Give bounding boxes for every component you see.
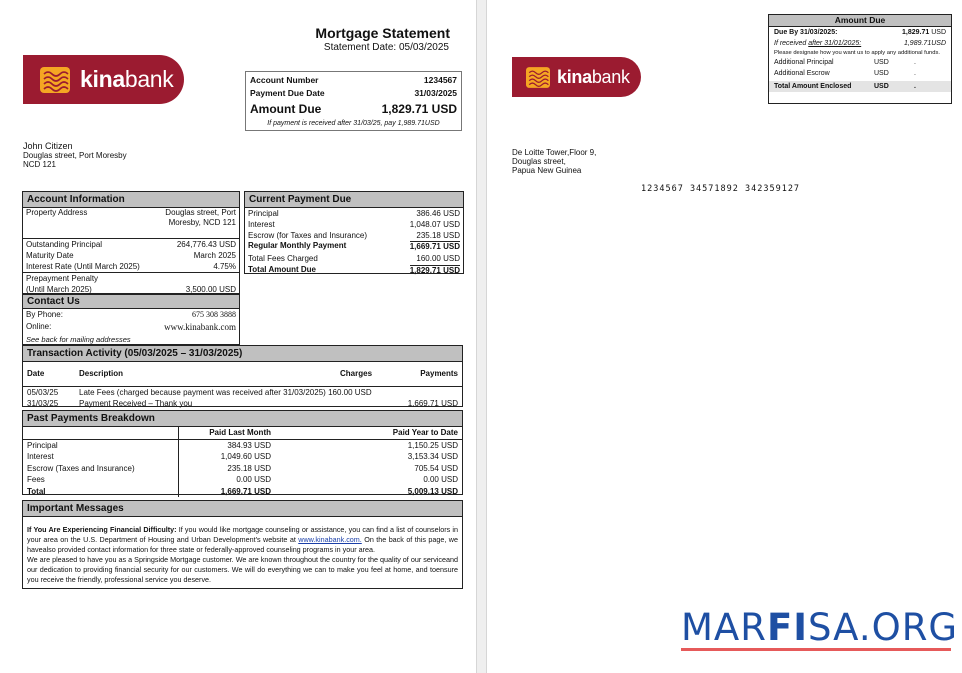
account-information-section <box>22 191 240 294</box>
account-information-header: Account Information <box>23 192 239 208</box>
transaction-activity-header: Transaction Activity (05/03/2025 – 31/03/2025) <box>23 346 462 362</box>
amount-due: 1,829.71 USD <box>381 102 457 116</box>
prepayment-penalty-label: Prepayment Penalty <box>26 274 99 283</box>
coupon-late-row: If received after 31/01/2025: 1,989.71USD <box>774 40 946 47</box>
kina-wave-icon <box>40 67 70 93</box>
coupon-designate-note: Please designate how you want us to apply any additional funds. <box>774 50 940 56</box>
total-due-row: Total Amount Due 1,829.71 USD <box>248 265 460 275</box>
additional-principal-row[interactable]: Additional Principal USD . <box>774 59 916 66</box>
welcome-paragraph: We are pleased to have you as a Springside Mortgage customer. We are known throughout the country for the quality of our serviceand our dedication to providing financial security for our customers. We will do everything we can to make you feel at home, and toensure you receive the friendly, professional service you deserve. <box>27 555 458 584</box>
account-number-label: Account Number <box>250 75 319 85</box>
difficulty-lead: If You Are Experiencing Financial Difficulty: <box>27 525 177 534</box>
regular-payment-row: Regular Monthly Payment 1,669.71 USD <box>248 241 460 251</box>
kinabank-logo-remit <box>512 57 641 97</box>
customer-address-line1: Douglas street, Port Moresby <box>23 151 127 160</box>
contact-us-header: Contact Us <box>23 294 239 309</box>
transaction-activity-section <box>22 345 463 407</box>
current-payment-section <box>244 191 464 274</box>
marfisa-watermark: MARFISA.ORG <box>681 606 959 649</box>
property-address-label: Property Address <box>26 208 88 217</box>
important-messages-header: Important Messages <box>23 501 462 517</box>
contact-us-section: Contact Us By Phone: 675 308 3888 Online: www.kinabank.com See back for mailing addresses <box>22 294 240 345</box>
past-payment-total-row: Total 1,669.71 USD 5,009.13 USD <box>23 486 462 498</box>
additional-escrow-row[interactable]: Additional Escrow USD . <box>774 70 916 77</box>
kinabank-link[interactable]: www.kinabank.com. <box>298 535 362 544</box>
website-link[interactable]: www.kinabank.com <box>164 322 236 332</box>
account-info-row: Interest Rate (Until March 2025) 4.75% <box>26 262 236 271</box>
account-number: 1234567 <box>423 75 457 85</box>
current-payment-header: Current Payment Due <box>245 192 463 208</box>
customer-address <box>23 142 127 169</box>
micr-line: 1234567 34571892 342359127 <box>641 184 801 194</box>
payment-row: Escrow (for Taxes and Insurance) 235.18 USD <box>248 231 460 240</box>
late-payment-note: If payment is received after 31/03/25, pay 1,989.71USD <box>267 120 440 127</box>
transaction-row: 31/03/25 Payment Received – Thank you 1,669.71 USD <box>27 399 458 408</box>
phone-number: 675 308 3888 <box>192 310 236 319</box>
due-date: 31/03/2025 <box>414 88 457 98</box>
page-divider <box>476 0 487 673</box>
transaction-table <box>23 362 462 410</box>
past-payments-section <box>22 410 463 495</box>
remit-line3: Papua New Guinea <box>512 166 582 175</box>
logo-wordmark: kinabank <box>557 66 630 87</box>
past-payments-header: Past Payments Breakdown <box>23 411 462 427</box>
mailing-note: See back for mailing addresses <box>26 335 131 344</box>
remit-line1: De Loitte Tower,Floor 9, <box>512 148 597 157</box>
customer-address-line2: NCD 121 <box>23 160 56 169</box>
property-address-line1: Douglas street, Port <box>165 208 236 217</box>
kina-wave-icon <box>526 67 550 88</box>
account-info-row: Outstanding Principal 264,776.43 USD <box>26 240 236 249</box>
prepayment-penalty-row: (Until March 2025) 3,500.00 USD <box>26 285 236 294</box>
logo-wordmark: kinabank <box>80 66 174 92</box>
account-summary-box <box>245 71 462 131</box>
contact-phone-row: By Phone: 675 308 3888 <box>26 310 236 319</box>
past-payment-row: Principal 384.93 USD 1,150.25 USD <box>23 439 462 451</box>
transaction-row: 05/03/25 Late Fees (charged because payment was received after 31/03/2025) 160.00 USD <box>23 386 462 398</box>
statement-title: Mortgage Statement <box>315 25 450 41</box>
past-payments-column-row: Paid Last Month Paid Year to Date <box>23 427 462 439</box>
coupon-due-row: Due By 31/03/2025: 1,829.71 USD <box>774 29 946 36</box>
fees-row: Total Fees Charged 160.00 USD <box>248 254 460 263</box>
past-payments-table <box>23 427 462 497</box>
remittance-address <box>512 148 596 175</box>
remit-line2: Douglas street, <box>512 157 566 166</box>
payment-row: Interest 1,048.07 USD <box>248 220 460 229</box>
kinabank-logo <box>23 55 184 104</box>
total-enclosed-row[interactable]: Total Amount Enclosed USD . <box>769 81 951 92</box>
transaction-header-row: Date Description Charges Payments <box>27 369 458 378</box>
important-messages-section <box>22 500 463 589</box>
important-messages-body: If You Are Experiencing Financial Difficulty: If you would like mortgage counseling or assistance, you can find a list of counselors in your area on the U.S. Department of Housing and Urban Development's website at www.kinabank.com. On the back of this page, we havealso provided contact information for three state or federally-approved counseling programs in your area. We are pleased to have you as a Springside Mortgage customer. We are known throughout the country for the quality of our serviceand our dedication to providing financial security for our customers. We will do everything we can to make you feel at home, and toensure you receive the friendly, professional service you deserve. <box>27 525 458 584</box>
coupon-header: Amount Due <box>769 15 951 27</box>
account-info-row: Maturity Date March 2025 <box>26 251 236 260</box>
property-address-line2: Moresby, NCD 121 <box>168 218 236 227</box>
amount-due-label: Amount Due <box>250 102 322 116</box>
past-payment-row: Fees 0.00 USD 0.00 USD <box>23 474 462 486</box>
amount-due-coupon <box>768 14 952 104</box>
customer-name: John Citizen <box>23 141 73 151</box>
statement-date: Statement Date: 05/03/2025 <box>323 42 449 53</box>
past-payment-row: Escrow (Taxes and Insurance) 235.18 USD 705.54 USD <box>23 463 462 475</box>
due-date-label: Payment Due Date <box>250 88 325 98</box>
payment-row: Principal 386.46 USD <box>248 209 460 218</box>
past-payment-row: Interest 1,049.60 USD 3,153.34 USD <box>23 451 462 463</box>
